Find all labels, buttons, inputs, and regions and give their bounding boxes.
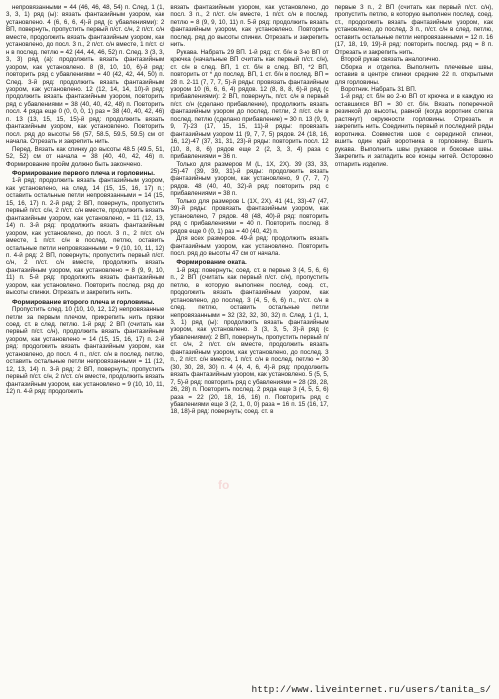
paragraph: Воротник. Набрать 31 ВП. (340, 85, 417, 93)
paragraph: Только для размеров M (L, 1X, 2X). 39 (33, 33, 25)-47 (39, 39, 31)-й ряды: продолжить вязать фантазийным узором, как установлено, 9 (7, 7, 7) рядов. 48 (40, 40, 32)-й ряд: повторить ряд с прибавлениями = 38 п. (170, 160, 329, 198)
paragraph: Второй рукав связать аналогично. (340, 56, 441, 64)
paragraph: Рукава. Набрать 29 ВП. 1-й ряд: ст. б/н в 3-ю ВП от крючка (начальные ВП считать как первый п/ст. с/н), ст. с/н в след. ВП, 1 ст. б/н в след. ВП, *2 ВП, повторить от * до послед. ВП, 1 ст. б/н в послед. ВП = 28 п. 2-11 (7, 7, 7, 5)-й ряды: провязать фантазийным узором 10 (6, 6, 6, 4) рядов. 12 (8, 8, 8, 6)-й ряд (с прибавлениями): 2 ВП, повернуть, п/ст. с/н в первый п/ст. с/н (сделано прибавление), продолжить вязать фантазийным узором до послед. петли, 2 п/ст. с/н в послед. петлю (сделано прибавление) = 30 п. 13 (9, 9, 9, 7)-23 (17, 15, 15, 11)-й ряды: провязать фантазийным узором 11 (9, 7, 7, 5) рядов. 24 (18, 16, 16, 12)-47 (37, 31, 31, 23)-й ряды: повторить посл. 12 (10, 8, 8, 6) рядов еще 2 (2, 3, 3, 4) раза с прибавлениями = 36 п. (170, 48, 329, 161)
paragraph: Только для размеров L (1X, 2X). 41 (41, 33)-47 (47, 39)-й ряды: провязать фантазийным узором, как установлено, 7 рядов. 48 (48, 40)-й ряд: повторить ряд с прибавлениями = 40 п. Повторить послед. 8 рядов еще 0 (0, 1) раз = 40 (40, 42) п. (170, 197, 329, 235)
paragraph: Сборка и отделка. Выполнить плечевые швы, оставив в центре спинки средние 22 п. открытыми для горловины. (334, 63, 493, 86)
text-column-2 (170, 4, 328, 684)
document-page (6, 4, 493, 684)
text-column-1 (6, 4, 164, 684)
paragraph: 1-й ряд: ст. б/н во 2-ю ВП от крючка и в каждую из оставшихся ВП = 30 ст. б/н. Вязать поперечной резинкой до высоты, равной (когда воротник слегка растянут) окружности горловины. Отрезать и закрепить нить. Соединить первый и последний ряды воротника. Совместив шов с серединой спинки, вшить один край воротника в горловину. Вшить рукава. Выполнить швы рукавов и боковые швы. Закрепить и загладить все концы нитей. Осторожно отпарить изделие. (334, 93, 493, 168)
paragraph: 1-й ряд: повернуть; соед. ст. в первые 3 (4, 5, 6, 6) п., 2 ВП (считать как первый п/ст. с/н), пропустить петлю, в которую выполнен послед. соед. ст., продолжить вязать фантазийным узором, как установлено, до послед. 3 (4, 5, 6, 6) п., п/ст. с/н в след. петлю, оставить остальные петли непровязанными = 32 (32, 32, 30, 32) п. След. 1 (1, 1, 3, 1) ряд (ы): продолжить вязать фантазийным узором, как установлено. 3 (3, 3, 5, 3)-й ряд (с убавлениями): 2 ВП, повернуть, пропустить первый п/ст. с/н, 2 п/ст. с/н вместе, продолжить вязать фантазийным узором, как установлено, до послед. 3 п., 2 п/ст. с/н вместе, 1 п/ст. с/н в послед. петлю = 30 (30, 30, 28, 30) п. 4 (4, 4, 6, 4)-й ряд: продолжить вязать фантазийным узором, как установлено. 5 (5, 5, 7, 5)-й ряд: повторить ряд с убавлениями = 28 (28, 28, 26, 28) п. Повторить послед. 2 ряда еще 3 (4, 5, 5, 6) раза = 22 (20, 18, 16, 16) п. Повторить ряд с убавлениями еще 3 (2, 1, 0, 0) раза = 16 п. 15 (16, 17, 18, 18)-й ряд: повернуть; соед. ст. в (170, 266, 329, 416)
section-heading: Формирование второго плеча и горловины. (12, 298, 155, 306)
paragraph: первые 3 п., 2 ВП (считать как первый п/ст. с/н), пропустить петлю, в которую выполнен послед. соед. ст., продолжить вязать фантазийным узором, как установлено, до послед. 3 п., п/ст. с/н в след. петлю, оставить остальные петли непровязанными = 12 п. 16 (17, 18, 19, 19)-й ряд: повторить послед. ряд = 8 п. Отрезать и закрепить нить. (334, 4, 493, 56)
paragraph: 1-й ряд: продолжить вязать фантазийным узором, как установлено, на след. 14 (15, 15, 16, 17) п.; оставить остальные петли непровязанными = 14 (15, 15, 16, 17) п. 2-й ряд: 2 ВП, повернуть, пропустить первый п/ст. с/н, 2 п/ст. с/н вместе, продолжить вязать фантазийным узором, как установлено, = 11 (12, 13, 14) п. 3-й ряд: продолжить вязать фантазийным узором, как установлено, до посл. 3 п., 2 п/ст. с/н вместе, 1 п/ст. с/н в послед. петлю, оставить остальные петли непровязанными = 9 (10, 10, 11, 12) п. 4-й ряд: 2 ВП, повернуть; пропустить первый п/ст. с/н, 2 п/ст. с/н вместе, продолжить вязать фантазийным узором, как установлено = 8 (9, 9, 10, 11) п. 5-й ряд: продолжить вязать фантазийным узором, как установлено. Повторить послед. ряд до высоты спинки. Отрезать и закрепить нить. (6, 177, 165, 297)
paragraph: Для всех размеров. 49-й ряд: продолжить вязать фантазийным узором, как установлено. Повторить посл. ряд до высоты 47 см от начала. (170, 235, 329, 257)
paragraph: Перед. Вязать как спинку до высоты 48.5 (49.5, 51, 52, 52) см от начала = 38 (40, 40, 42, 46) п. Формирование пройм должно быть закончено. (6, 145, 165, 168)
section-heading: Формирование первого плеча и горловины. (12, 169, 155, 177)
watermark-text: fo (218, 478, 230, 492)
paragraph: Пропустить след. 10 (10, 10, 12, 12) непровязанные петли за первым плечом, прикрепить нить пряжи соед. ст. в след. петлю. 1-й ряд: 2 ВП (считать как первый п/ст. с/н), продолжить вязать фантазийным узором, как установлено = 14 (15, 15, 16, 17) п. 2-й ряд: продолжить вязать фантазийным узором, как установлено, до посл. 4 п., п/ст. с/н в послед. петлю, оставить остальные петли непровязанными = 11 (12, 12, 13, 14) п. 3-й ряд: 2 ВП, повернуть; пропустить первый п/ст. с/н, 2 п/ст. с/н вместе, продолжить вязать фантазийным узором, как установлено = 9 (10, 10, 11, 12) п. 4-й ряд: продолжить (6, 306, 165, 396)
paragraph: непровязанными = 44 (46, 46, 48, 54) п. След. 1 (1, 3, 3, 1) ряд (ы): вязать фантазийным узором, как установлено. 4 (6, 6, 6, 4)-й ряд (с убавлениями): 2 ВП, повернуть, пропустить первый п/ст. с/н, 2 п/ст. с/н вместе, продолжить вязать фантазийным узором, как установлено, до посл. 3 п., 2 п/ст. с/н вместе, 1 п/ст. с/н в послед. петлю = 42 (44, 44, 46, 52) п. След. 3 (3, 3, 3, 3) ряд (а): продолжить вязать фантазийным узором, как установлено. 8 (8, 10, 10, 6)-й ряд: повторить ряд с убавлениями = 40 (42, 42, 44, 50) п. След. 3-й ряд: продолжить вязать фантазийным узором, как установлено. 12 (12, 14, 14, 10)-й ряд: продолжить вязать фантазийным узором, повторить ряд с убавлениями = 38 (40, 40, 42, 48) п. Повторить посл. 4 ряда еще 0 (0, 0, 0, 1) раз = 38 (40, 40, 42, 46) п. 13 (13, 15, 15, 15)-й ряд: продолжить вязать фантазийным узором, как установлено. Повторить посл. ряд до высоты 56 (57, 58.5, 59.5, 59.5) см от начала. Отрезать и закрепить нить. (6, 4, 165, 146)
paragraph: вязать фантазийным узором, как установлено, до посл. 3 п., 2 п/ст. с/н вместе, 1 п/ст. с/н в послед. петлю = 8 (9, 9, 10, 11) п. 5-й ряд: продолжить вязать фантазийным узором, как установлено. Повторить послед. ряд до высоты спинки. Отрезать и закрепить нить. (170, 4, 329, 49)
text-column-3 (335, 4, 493, 684)
section-heading: Формирование оката. (176, 259, 247, 267)
source-url[interactable]: http://www.liveinternet.ru/users/tanita_s/ (251, 684, 491, 695)
